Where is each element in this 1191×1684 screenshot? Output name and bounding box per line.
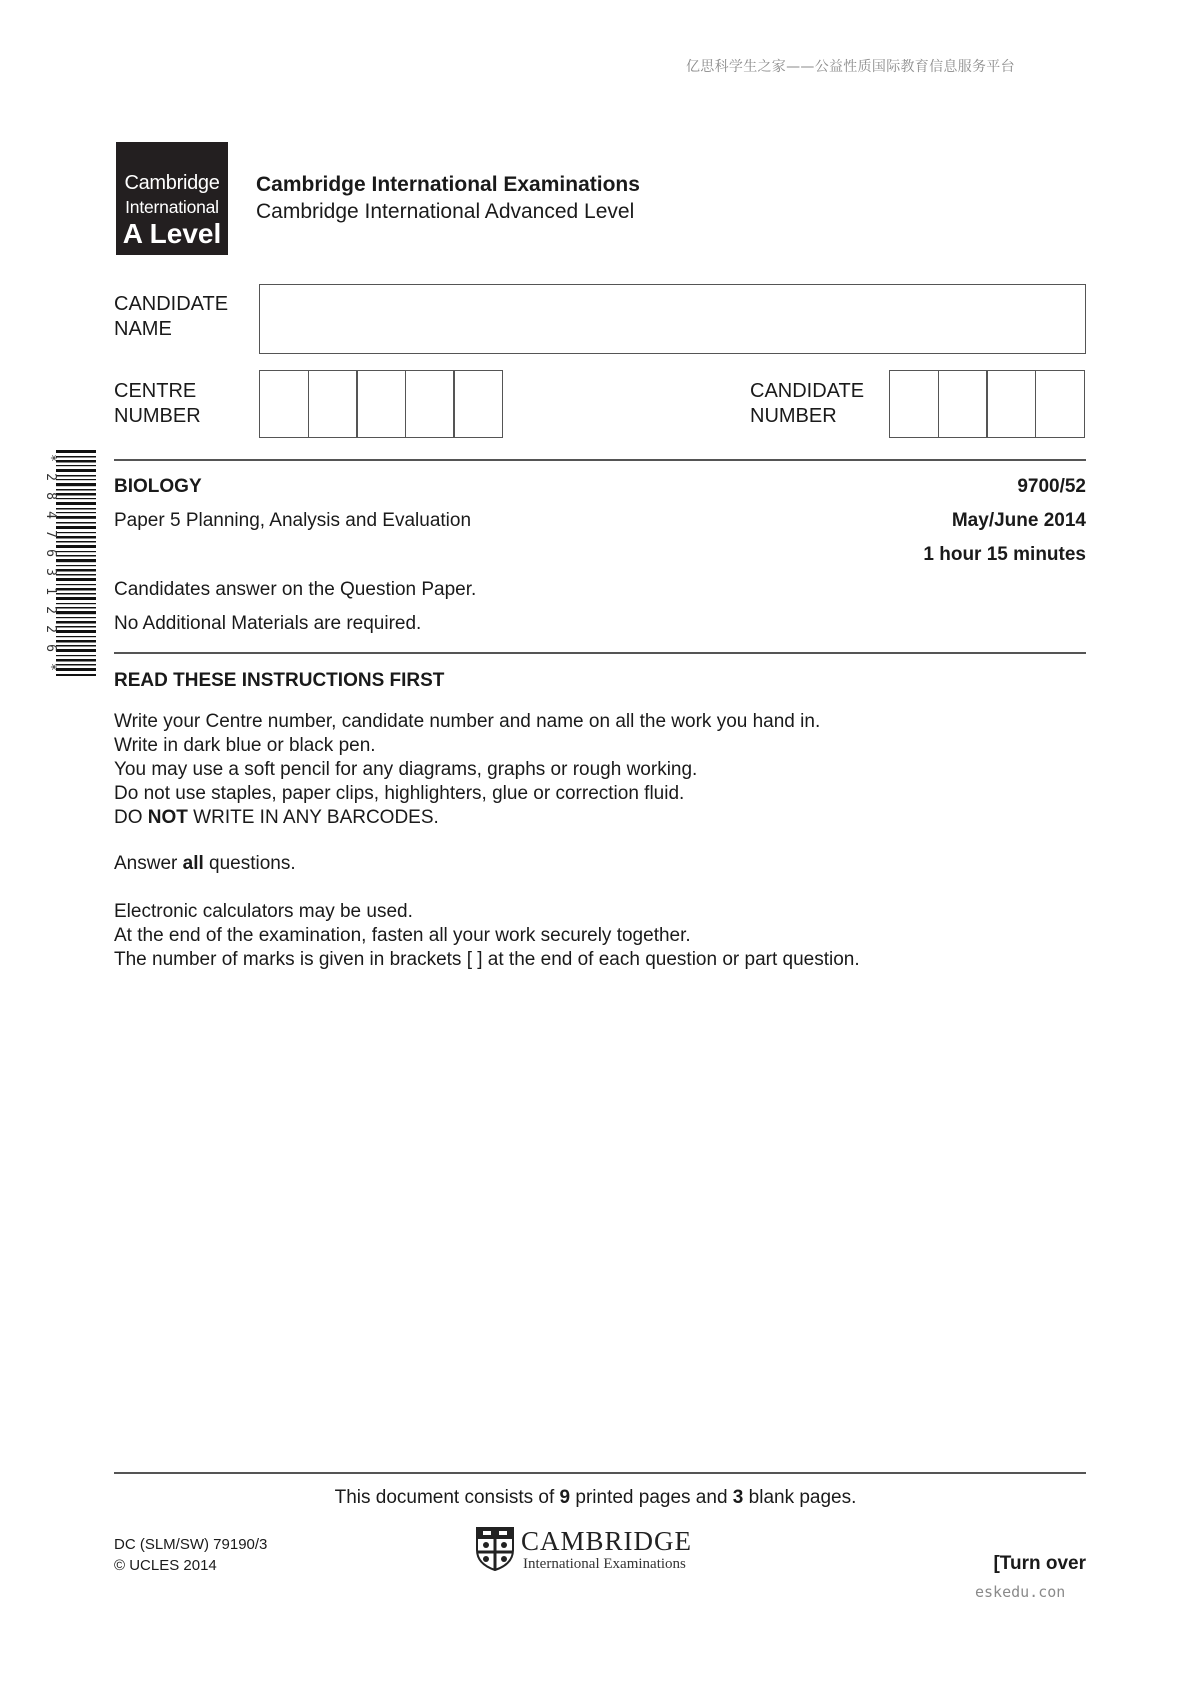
reference-code: DC (SLM/SW) 79190/3 xyxy=(114,1536,268,1553)
instruction-emphasis: NOT xyxy=(147,807,188,828)
centre-number-label-line2: NUMBER xyxy=(114,405,201,427)
candidate-number-cell[interactable] xyxy=(938,370,988,438)
instruction-line-answer xyxy=(114,852,296,876)
exam-session: May/June 2014 xyxy=(951,510,1086,531)
instruction-emphasis: all xyxy=(182,853,204,874)
syllabus-code: 9700/52 xyxy=(1017,476,1086,497)
centre-number-cell[interactable] xyxy=(405,370,455,438)
centre-number-label-line1: CENTRE xyxy=(114,380,197,402)
instruction-text: questions. xyxy=(203,853,296,874)
candidate-number-label-line2: NUMBER xyxy=(750,405,837,427)
cambridge-crest-icon xyxy=(475,1526,515,1572)
divider-middle xyxy=(114,652,1086,654)
candidate-number-cell[interactable] xyxy=(986,370,1036,438)
logo-line-cambridge: Cambridge xyxy=(124,172,220,194)
page-count-text: This document consists of xyxy=(334,1487,560,1508)
instruction-text: DO xyxy=(114,807,148,828)
barcode-digit: 3 xyxy=(42,568,58,576)
materials-line: No Additional Materials are required. xyxy=(114,613,422,634)
watermark-text-bottom: eskedu.con xyxy=(975,1583,1066,1601)
exam-duration: 1 hour 15 minutes xyxy=(923,544,1086,565)
page-count-text: printed pages and xyxy=(570,1487,733,1508)
barcode-digit: 1 xyxy=(42,587,58,595)
instruction-line: The number of marks is given in brackets [ ] at the end of each question or part question. xyxy=(114,949,860,970)
instruction-line-barcodes xyxy=(114,806,439,830)
board-title: Cambridge International Examinations xyxy=(256,173,640,196)
candidate-name-label xyxy=(114,292,228,342)
barcode-digit: * xyxy=(42,663,58,671)
barcode-bars xyxy=(56,450,96,678)
logo-line-a-level: A Level xyxy=(122,218,222,249)
candidate-number-field[interactable] xyxy=(889,370,1085,438)
centre-number-cell[interactable] xyxy=(308,370,358,438)
barcode-digit: 4 xyxy=(42,511,58,519)
centre-number-label xyxy=(114,379,201,429)
barcode-digit: 8 xyxy=(42,492,58,500)
centre-number-field[interactable] xyxy=(259,370,503,438)
divider-top xyxy=(114,459,1086,461)
instruction-text: Answer xyxy=(114,853,183,874)
a-level-logo xyxy=(116,142,228,255)
candidate-name-label-line2: NAME xyxy=(114,318,172,340)
turn-over-note: [Turn over xyxy=(993,1553,1086,1574)
barcode-digit: 7 xyxy=(42,530,58,538)
candidate-number-cell[interactable] xyxy=(889,370,939,438)
instruction-line: Electronic calculators may be used. xyxy=(114,901,413,922)
candidate-name-label-line1: CANDIDATE xyxy=(114,293,229,315)
instruction-line: At the end of the examination, fasten all your work securely together. xyxy=(114,925,691,946)
instruction-line: Write your Centre number, candidate number and name on all the work you hand in. xyxy=(114,711,821,732)
document-reference xyxy=(114,1534,267,1576)
instruction-line: Write in dark blue or black pen. xyxy=(114,735,376,756)
centre-number-cell[interactable] xyxy=(259,370,309,438)
candidate-number-label-line1: CANDIDATE xyxy=(750,380,865,402)
blank-page-count: 3 xyxy=(732,1487,744,1508)
instruction-text: WRITE IN ANY BARCODES. xyxy=(187,807,439,828)
barcode-digit: 6 xyxy=(42,644,58,652)
page-count-note xyxy=(0,1487,1191,1509)
barcode-digit: 2 xyxy=(42,625,58,633)
printed-page-count: 9 xyxy=(559,1487,571,1508)
materials-line: Candidates answer on the Question Paper. xyxy=(114,579,477,600)
logo-line-international: International xyxy=(125,197,219,217)
centre-number-cell[interactable] xyxy=(356,370,406,438)
instruction-line: You may use a soft pencil for any diagrams, graphs or rough working. xyxy=(114,759,698,780)
candidate-name-field[interactable] xyxy=(259,284,1086,354)
barcode-digit: 2 xyxy=(42,473,58,481)
barcode-digit: 2 xyxy=(42,606,58,614)
copyright-notice: © UCLES 2014 xyxy=(114,1557,217,1574)
barcode-digit: 6 xyxy=(42,549,58,557)
instruction-line: Do not use staples, paper clips, highlighters, glue or correction fluid. xyxy=(114,783,685,804)
barcode-digits xyxy=(42,450,62,678)
watermark-text-top: 亿思科学生之家——公益性质国际教育信息服务平台 xyxy=(686,59,1015,75)
centre-number-cell[interactable] xyxy=(453,370,503,438)
candidate-number-label xyxy=(750,379,864,429)
cambridge-wordmark: CAMBRIDGE xyxy=(521,1526,693,1556)
barcode xyxy=(38,450,98,678)
barcode-digit: * xyxy=(42,454,58,462)
cambridge-logo xyxy=(475,1526,715,1572)
board-subtitle: Cambridge International Advanced Level xyxy=(256,200,635,223)
page-count-text: blank pages. xyxy=(743,1487,857,1508)
candidate-number-cell[interactable] xyxy=(1035,370,1085,438)
subject-title: BIOLOGY xyxy=(114,476,202,497)
instructions-heading: READ THESE INSTRUCTIONS FIRST xyxy=(114,670,445,691)
divider-footer xyxy=(114,1472,1086,1474)
paper-title: Paper 5 Planning, Analysis and Evaluation xyxy=(114,510,472,531)
cambridge-wordmark-sub: International Examinations xyxy=(523,1556,686,1572)
